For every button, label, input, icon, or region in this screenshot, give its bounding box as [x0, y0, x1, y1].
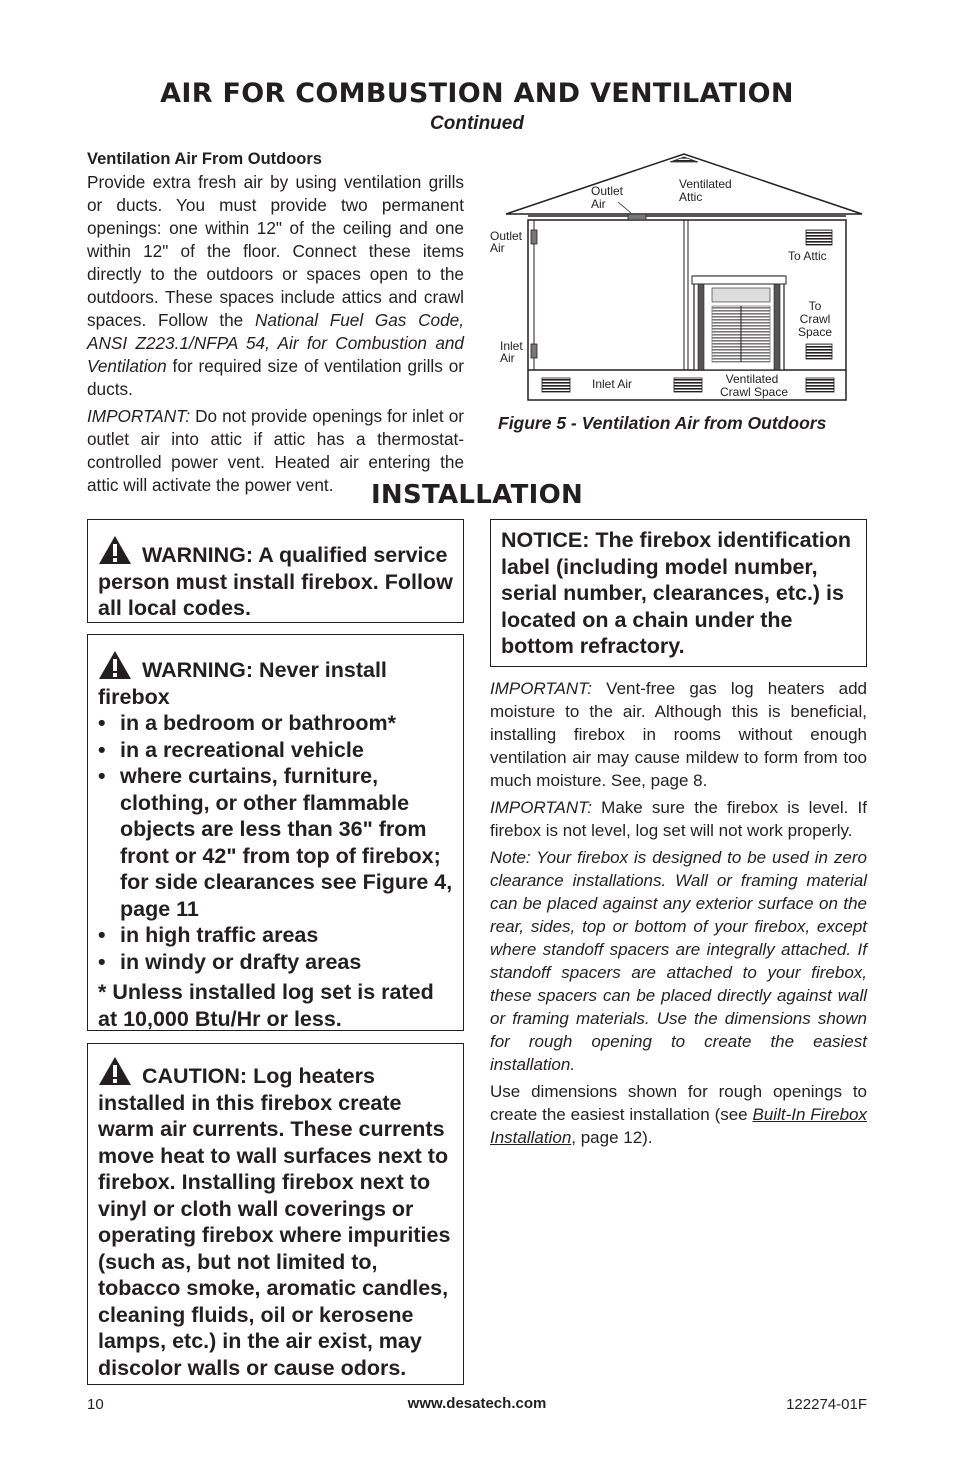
important-level: IMPORTANT: Make sure the firebox is level. If firebox is not level, log set will not work properly.: [490, 798, 867, 840]
list-item: • in a recreational vehicle: [98, 737, 453, 764]
crawl-grill-middle: [674, 378, 702, 392]
code-reference: National Fuel Gas Code, ANSI Z223.1/NFPA 54, Air for Combustion and Ventilation: [87, 310, 464, 376]
ventilation-important: IMPORTANT: Do not provide openings for inlet or outlet air into attic if attic has a thermostat-controlled power vent. Heated air entering the attic will activate the power vent.: [87, 406, 464, 495]
ventilation-diagram: [484, 148, 874, 408]
dimensions-paragraph: Use dimensions shown for rough openings to create the easiest installation (see Built-In Firebox Installation, page 12).: [490, 1082, 867, 1147]
important-moisture: IMPORTANT: Vent-free gas log heaters add moisture to the air. Although this is beneficial, installing firebox in rooms without enough ventilation air may cause mildew to form from too much moisture. See, page 8.: [490, 679, 867, 790]
list-item: • in windy or drafty areas: [98, 949, 453, 976]
page-number: 10: [87, 1396, 104, 1413]
to-attic-grill: [806, 230, 832, 245]
caution-text: CAUTION: Log heaters installed in this firebox create warm air currents. These currents move heat to wall surfaces next to firebox. Installing firebox next to vinyl or cloth wall coverings or operating firebox where impurities (such as, but not limited to, tobacco smoke, aromatic candles, cleaning fluids, oil or kerosene lamps, etc.) in the air exist, may discolor walls or cause odors.: [98, 1064, 451, 1380]
footer-website[interactable]: www.desatech.com: [407, 1395, 547, 1412]
document-number: 122274-01F: [786, 1396, 867, 1413]
ventilation-heading: Ventilation Air From Outdoors: [87, 150, 322, 168]
zero-clearance-note: Note: Your firebox is designed to be used in zero clearance installations. Wall or framing material can be placed against any exterior surface on the rear, sides, top or bottom of your firebox, except where standoff spacers are integrally attached. If standoff spacers are attached to your firebox, these spacers can be placed directly against wall or framing materials. Use the dimensions shown for rough opening to create the easiest installation.: [490, 848, 867, 1074]
crawl-grill-left: [542, 378, 570, 392]
inlet-air-vent: [531, 344, 537, 358]
label-ventilated-attic: Ventilated Attic: [679, 177, 732, 204]
warning-icon: [98, 535, 132, 565]
installation-right-text: [490, 677, 867, 1153]
never-install-list: [98, 710, 453, 975]
label-ventilated-crawl-space: Ventilated Crawl Space: [719, 372, 789, 399]
warning-never-install-intro: WARNING: Never install firebox: [98, 658, 387, 709]
warning-icon: [98, 650, 132, 680]
label-to-attic: To Attic: [788, 249, 827, 263]
section-title-installation: INSTALLATION: [370, 480, 584, 510]
figure-caption: Figure 5 - Ventilation Air from Outdoors: [498, 413, 827, 433]
label-to-crawl-space: To Crawl Space: [797, 299, 833, 339]
built-in-installation-link[interactable]: Built-In Firebox Installation: [490, 1105, 867, 1147]
warning-icon: [98, 1056, 132, 1086]
crawl-grill-right: [806, 378, 834, 392]
ceiling-outlet-vent: [628, 214, 646, 220]
label-inlet-air-bottom: Inlet Air: [592, 377, 633, 391]
list-item: • where curtains, furniture, clothing, or other flammable objects are less than 36" from front or 42" from top of firebox; for side clearances see Figure 4, page 11: [98, 763, 453, 922]
warning-box-never-install: [87, 634, 464, 1031]
ventilation-paragraph: Provide extra fresh air by using ventilation grills or ducts. You must provide two permanent openings: one within 12" of the ceiling and one within 12" of the floor. Connect these items directly to the outdoors or spaces open to the outdoors. These spaces include attics and crawl spaces. Follow the National Fuel Gas Code, ANSI Z223.1/NFPA 54, Air for Combustion and Ventilation for required size of ventilation grills or ducts.: [87, 172, 464, 399]
list-item: • in a bedroom or bathroom*: [98, 710, 453, 737]
outlet-air-vent: [531, 230, 537, 244]
to-crawl-grill: [806, 344, 832, 359]
label-outlet-air-left: Outlet Air: [490, 229, 523, 255]
label-outlet-air-top: Outlet Air: [591, 184, 624, 211]
notice-text: NOTICE: The firebox identification label (including model number, serial number, clearances, etc.) is located on a chain under the bottom refractory.: [501, 528, 851, 658]
section-subtitle: Continued: [430, 113, 524, 134]
list-item: • in high traffic areas: [98, 922, 453, 949]
ventilation-text: [87, 148, 464, 501]
warning-qualified-text: WARNING: A qualified service person must install firebox. Follow all local codes.: [98, 543, 453, 620]
caution-box: [87, 1043, 464, 1385]
warning-box-qualified: [87, 519, 464, 623]
house-wall: [528, 220, 846, 400]
warning-footnote: * Unless installed log set is rated at 10,000 Btu/Hr or less.: [98, 980, 434, 1031]
label-inlet-air-left: Inlet Air: [500, 339, 523, 365]
notice-box: [490, 519, 867, 667]
section-title-air: AIR FOR COMBUSTION AND VENTILATION: [160, 78, 794, 109]
